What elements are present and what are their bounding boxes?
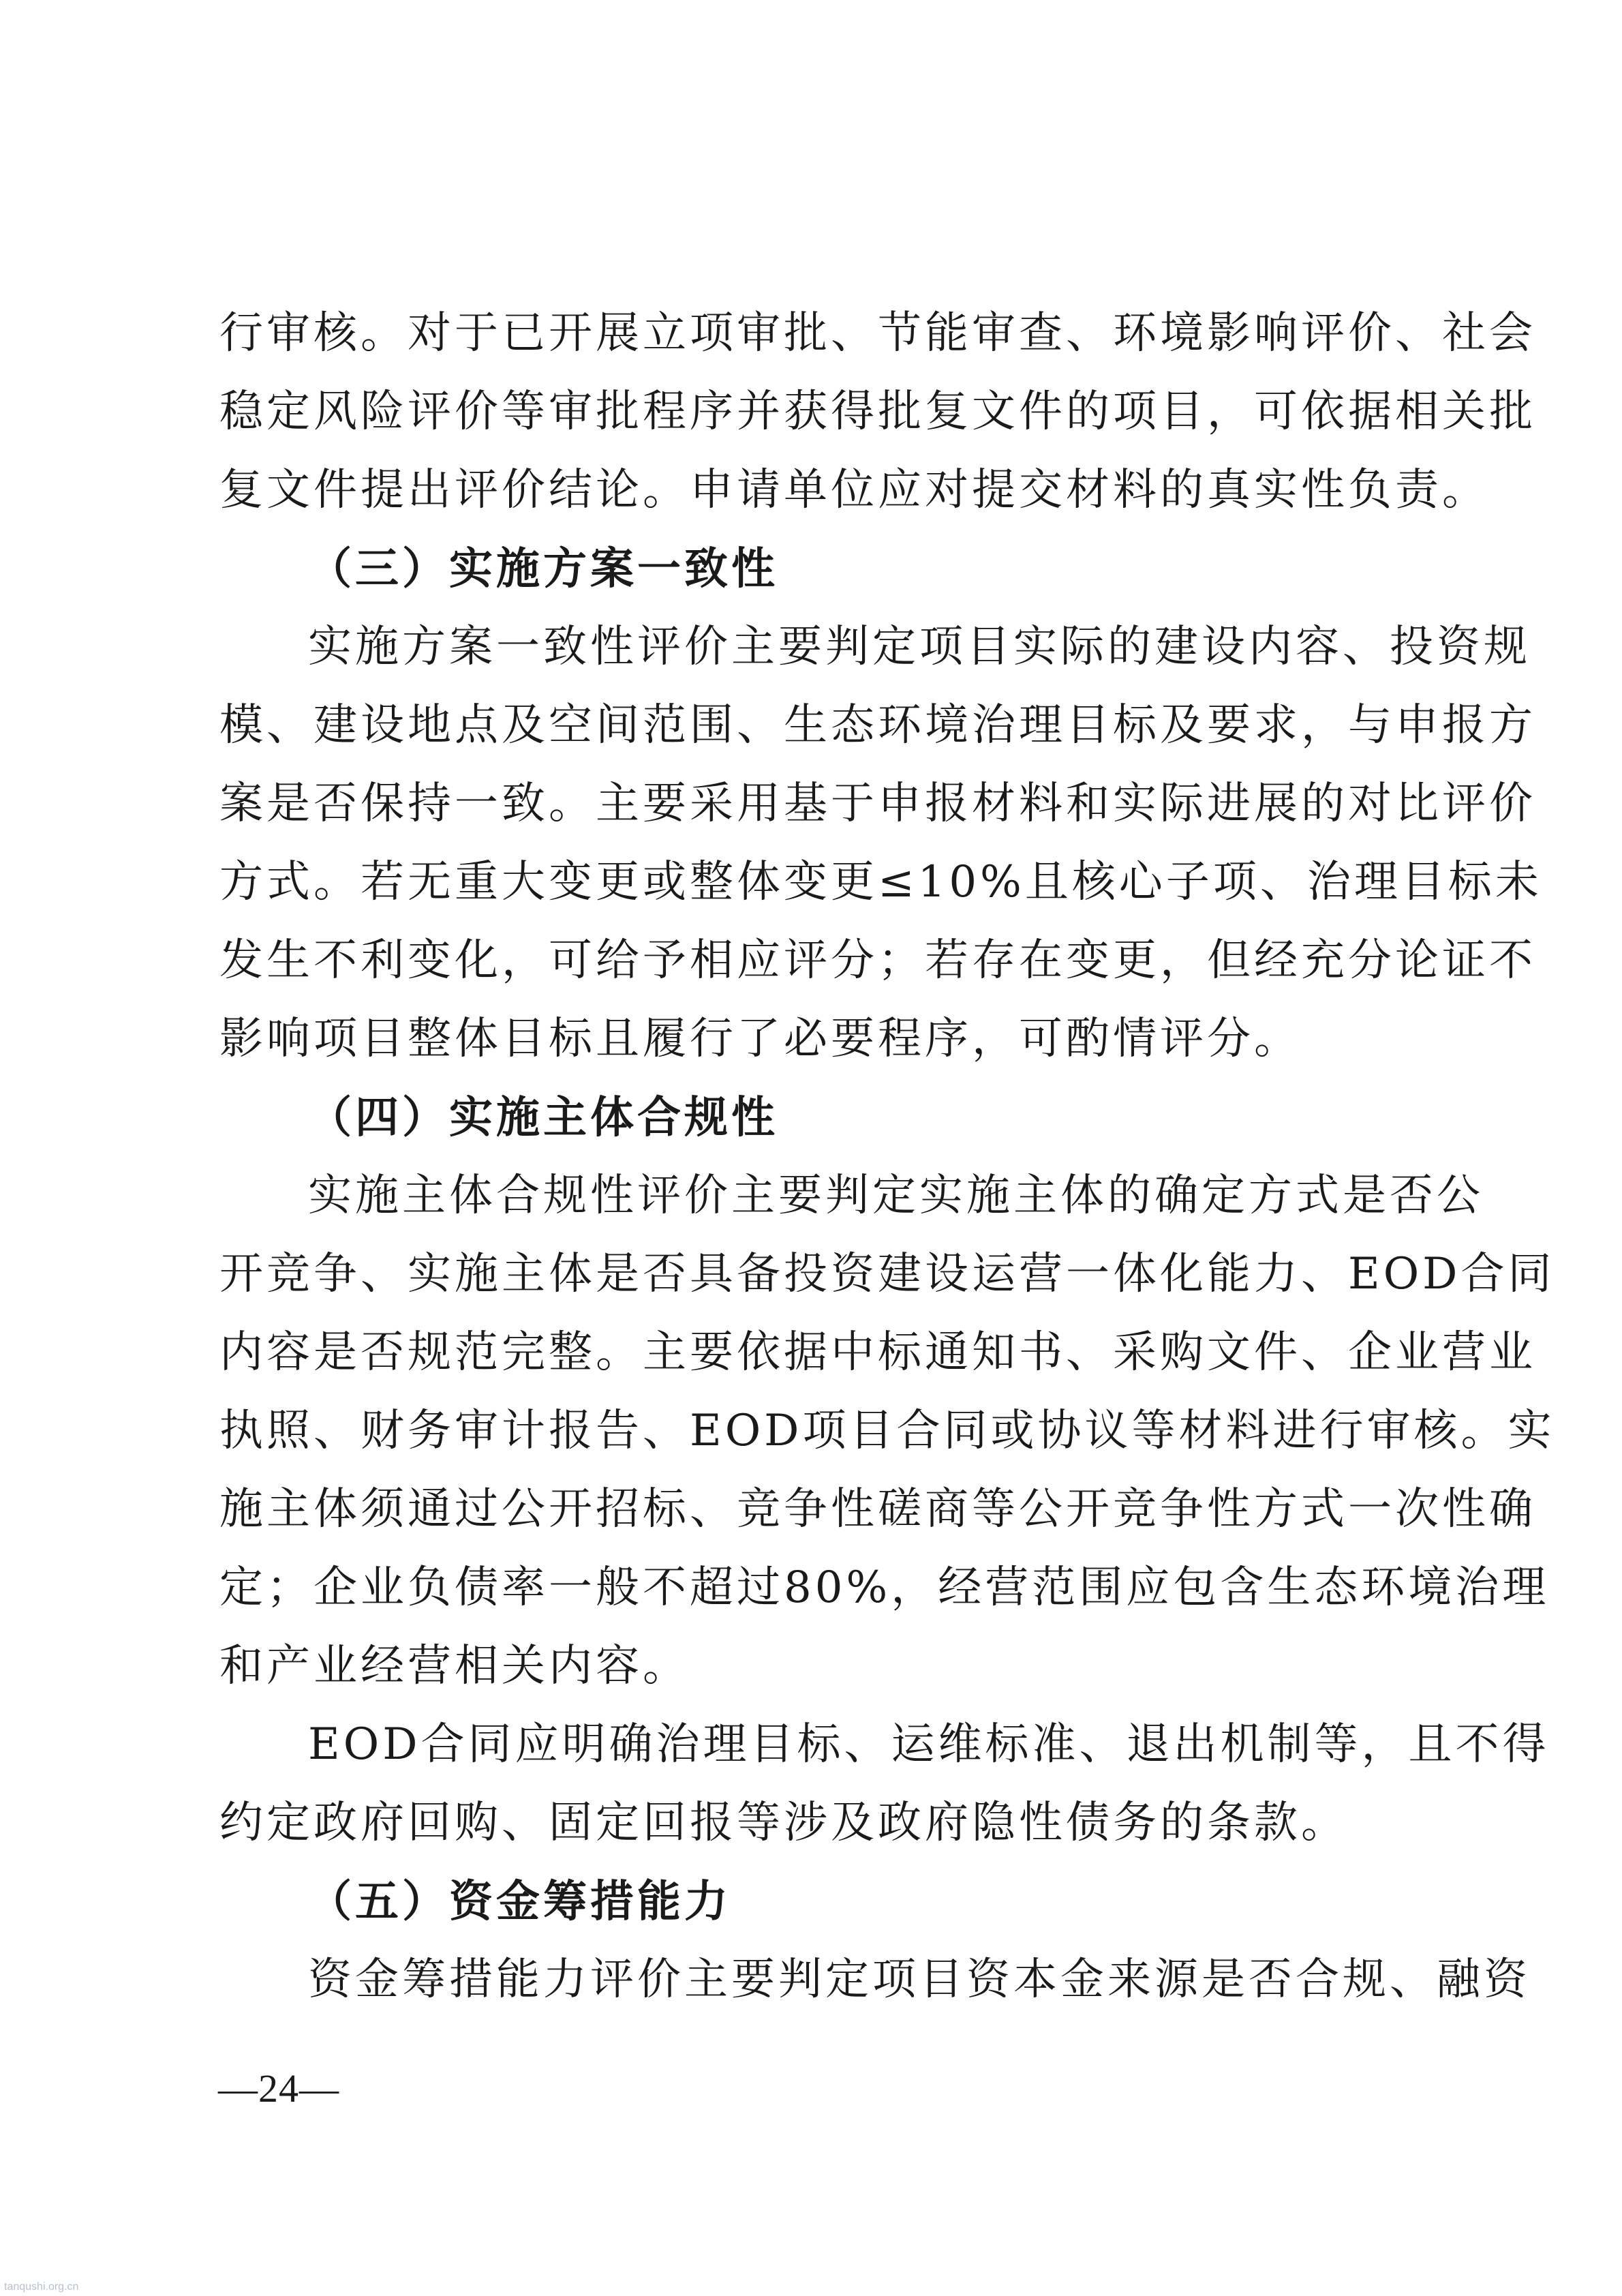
body-line: 定；企业负债率一般不超过80%，经营范围应包含生态环境治理 [219, 1562, 1550, 1613]
body-line: 和产业经营相关内容。 [219, 1641, 690, 1691]
paragraph-first-line: 实施主体合规性评价主要判定实施主体的确定方式是否公 [308, 1170, 1484, 1221]
body-line: 案是否保持一致。主要采用基于申报材料和实际进展的对比评价 [219, 779, 1536, 829]
body-line: 行审核。对于已开展立项审批、节能审查、环境影响评价、社会 [219, 308, 1536, 359]
section-heading: （五）资金筹措能力 [308, 1876, 731, 1927]
paragraph-first-line: EOD合同应明确治理目标、运维标准、退出机制等，且不得 [308, 1719, 1550, 1770]
body-line: 内容是否规范完整。主要依据中标通知书、采购文件、企业营业 [219, 1327, 1536, 1378]
body-line: 复文件提出评价结论。申请单位应对提交材料的真实性负责。 [219, 465, 1489, 515]
page-number: —24— [218, 2066, 339, 2111]
section-heading: （四）实施主体合规性 [308, 1092, 778, 1143]
section-heading: （三）实施方案一致性 [308, 543, 778, 594]
body-line: 稳定风险评价等审批程序并获得批复文件的项目，可依据相关批 [219, 387, 1536, 437]
site-watermark: tanqushi.org.cn [4, 2281, 79, 2293]
body-line: 发生不利变化，可给予相应评分；若存在变更，但经充分论证不 [219, 935, 1536, 986]
body-line: 影响项目整体目标且履行了必要程序，可酌情评分。 [219, 1014, 1301, 1064]
body-line: 施主体须通过公开招标、竞争性磋商等公开竞争性方式一次性确 [219, 1484, 1536, 1535]
body-line: 方式。若无重大变更或整体变更≤10%且核心子项、治理目标未 [219, 857, 1542, 907]
paragraph-first-line: 资金筹措能力评价主要判定项目资本金来源是否合规、融资 [308, 1954, 1531, 2005]
paragraph-first-line: 实施方案一致性评价主要判定项目实际的建设内容、投资规 [308, 622, 1531, 672]
document-body [219, 294, 1555, 2019]
body-line: 执照、财务审计报告、EOD项目合同或协议等材料进行审核。实 [219, 1406, 1555, 1456]
body-line: 开竞争、实施主体是否具备投资建设运营一体化能力、EOD合同 [219, 1249, 1555, 1299]
body-line: 约定政府回购、固定回报等涉及政府隐性债务的条款。 [219, 1798, 1348, 1848]
body-line: 模、建设地点及空间范围、生态环境治理目标及要求，与申报方 [219, 700, 1536, 751]
